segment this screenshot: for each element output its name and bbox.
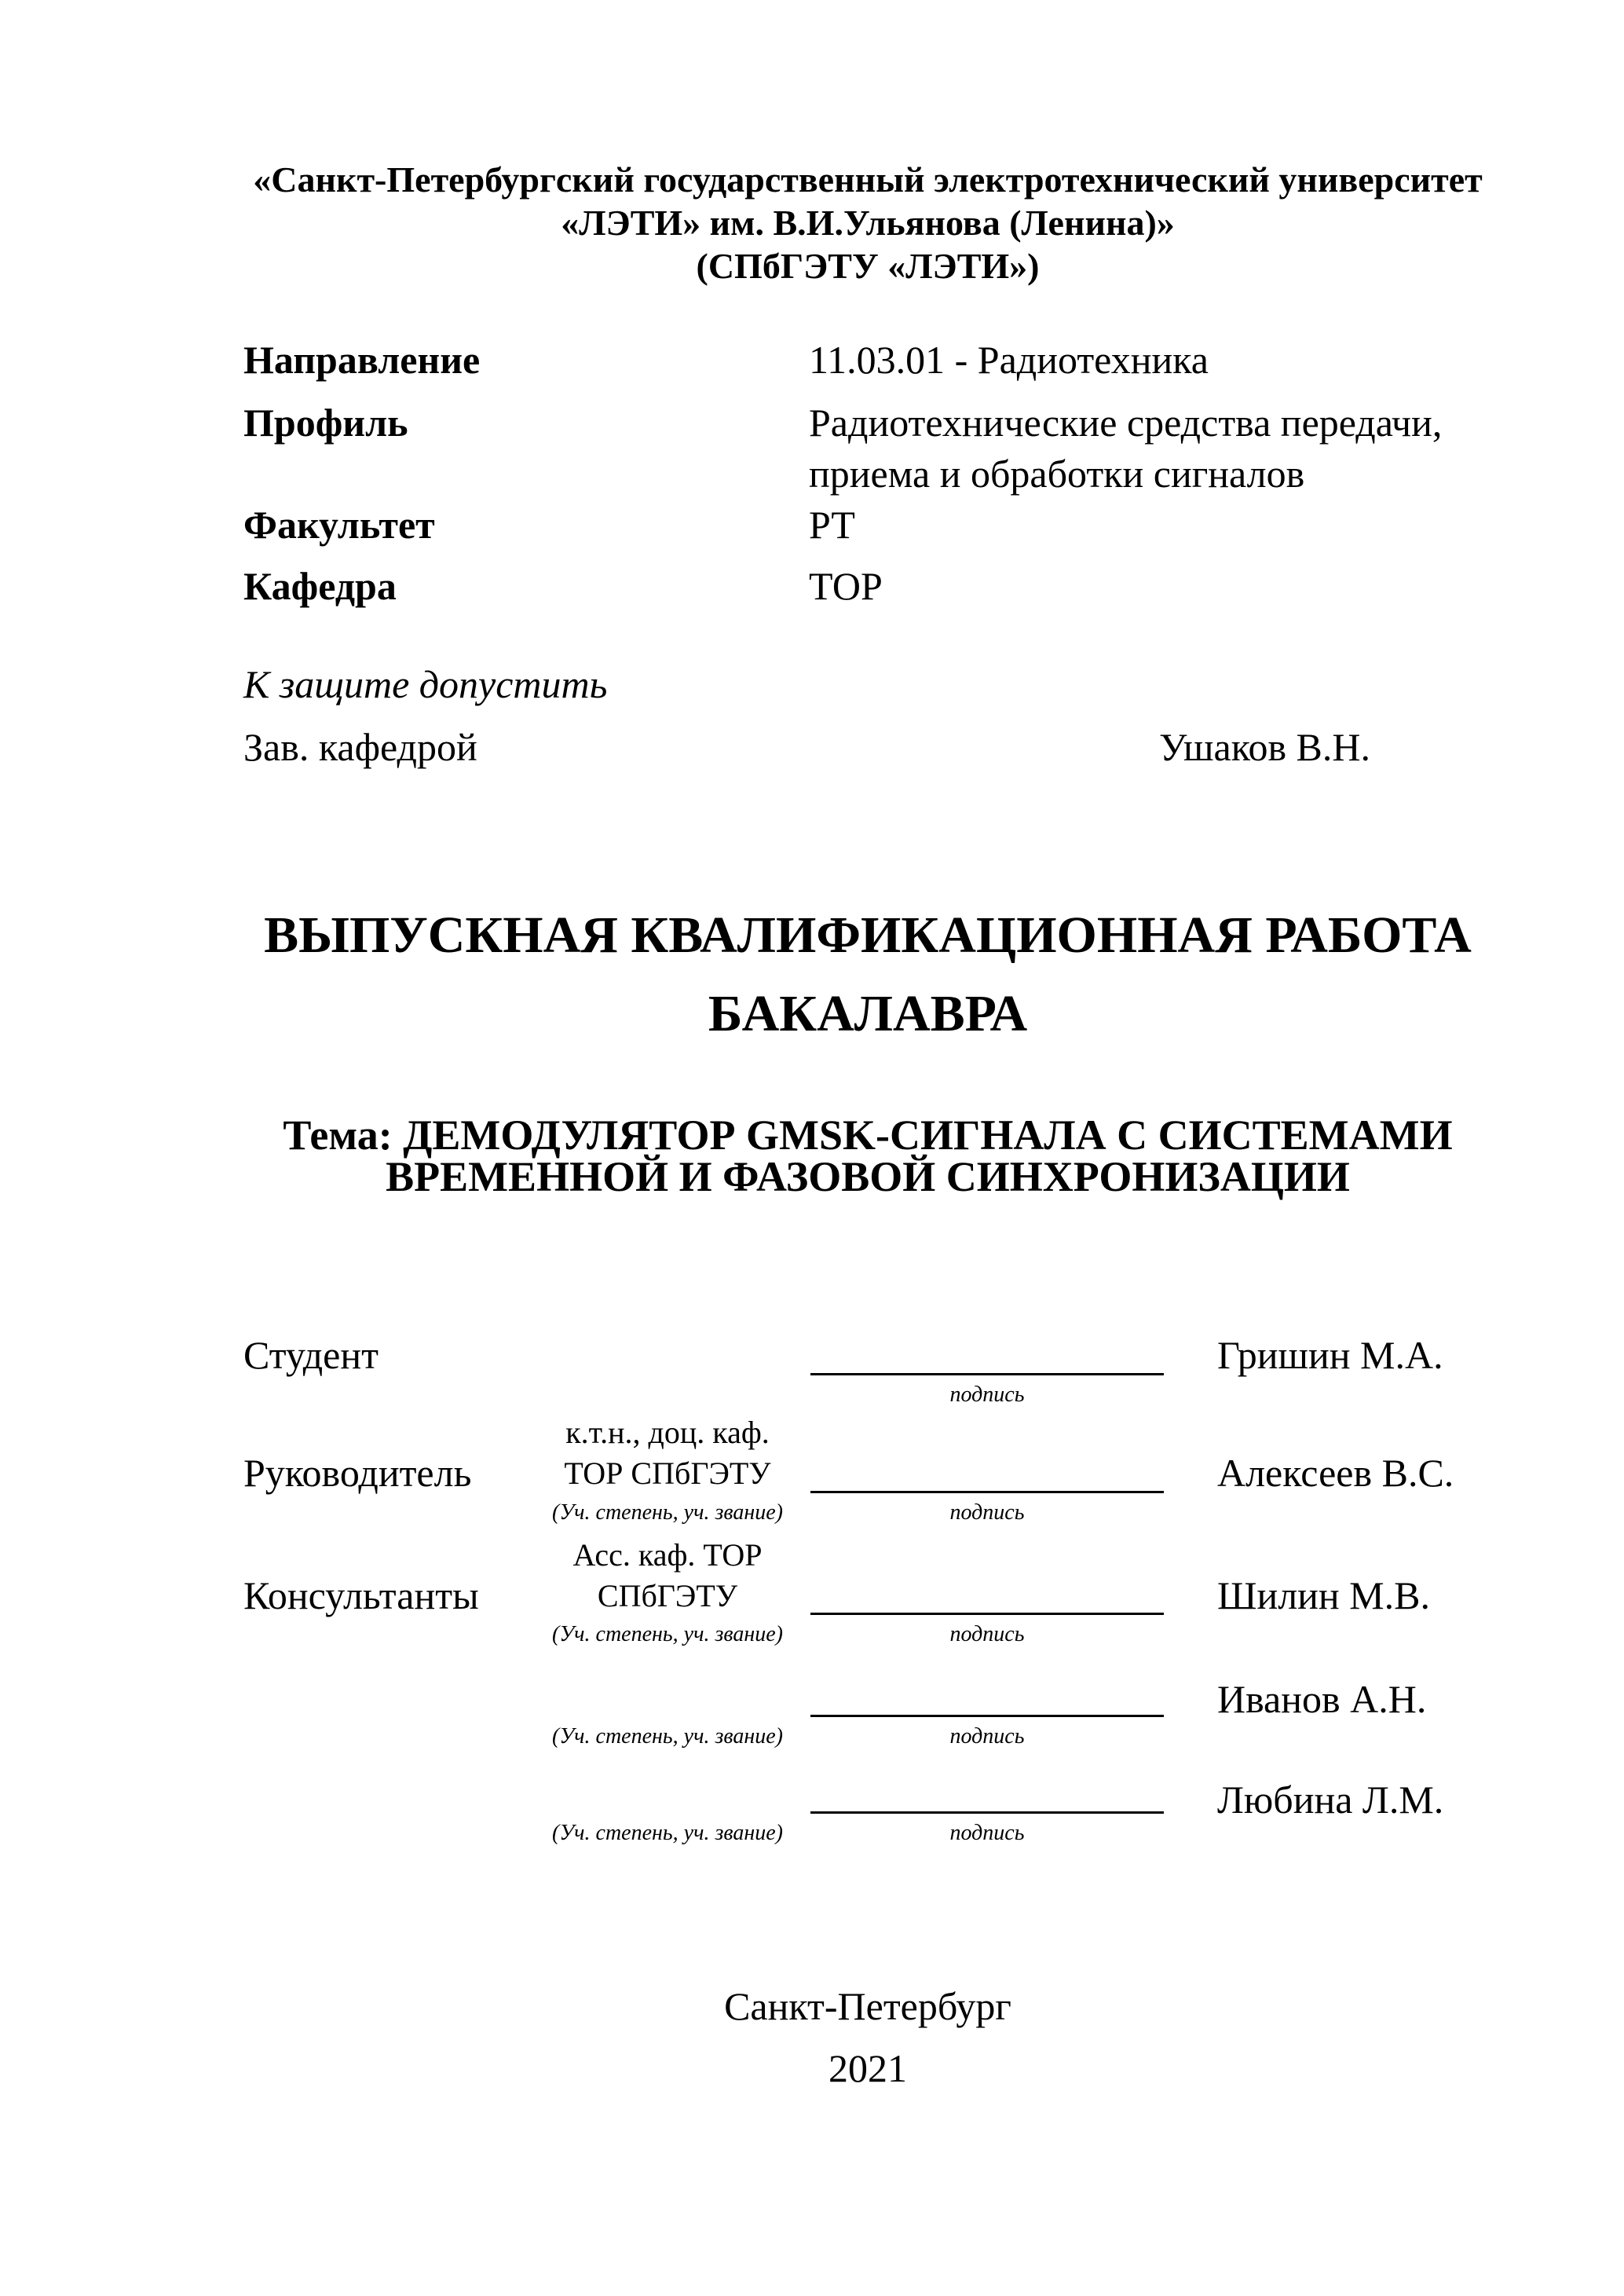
degree-caption: (Уч. степень, уч. звание) xyxy=(552,1821,783,1845)
profile-value-line1: Радиотехнические средства передачи, xyxy=(809,401,1443,445)
footer-city: Санкт-Петербург xyxy=(724,1984,1011,2028)
degree-line2: ТОР СПбГЭТУ xyxy=(564,1456,771,1491)
topic-line2: ВРЕМЕННОЙ И ФАЗОВОЙ СИНХРОНИЗАЦИИ xyxy=(386,1153,1350,1200)
signature-caption: подпись xyxy=(949,1382,1025,1407)
signature-caption: подпись xyxy=(949,1821,1025,1845)
university-name-line3: (СПбГЭТУ «ЛЭТИ») xyxy=(696,246,1040,286)
signatory-name-consultant2: Иванов А.Н. xyxy=(1217,1677,1427,1721)
signatory-name-consultant3: Любина Л.М. xyxy=(1217,1778,1444,1822)
signature-caption: подпись xyxy=(949,1724,1025,1749)
work-title-line1: ВЫПУСКНАЯ КВАЛИФИКАЦИОННАЯ РАБОТА xyxy=(264,906,1472,964)
faculty-value: РТ xyxy=(809,503,855,547)
university-header xyxy=(243,158,1492,287)
work-title-line2: БАКАЛАВРА xyxy=(708,985,1028,1042)
university-name-line1: «Санкт-Петербургский государственный электротехнический университет xyxy=(253,159,1483,200)
signature-line xyxy=(810,1715,1164,1717)
direction-value: 11.03.01 - Радиотехника xyxy=(809,338,1209,382)
signatory-name-student: Гришин М.А. xyxy=(1217,1333,1443,1377)
degree-caption: (Уч. степень, уч. звание) xyxy=(552,1500,783,1525)
topic-line1: Тема: ДЕМОДУЛЯТОР GMSK-СИГНАЛА С СИСТЕМАМИ xyxy=(283,1111,1453,1159)
signatory-name-supervisor: Алексеев В.С. xyxy=(1217,1451,1454,1495)
department-value: ТОР xyxy=(809,564,883,608)
signature-line xyxy=(810,1491,1164,1493)
department-label: Кафедра xyxy=(243,564,397,608)
degree-caption: (Уч. степень, уч. звание) xyxy=(552,1622,783,1646)
head-of-department-name: Ушаков В.Н. xyxy=(1159,725,1371,769)
admit-to-defense-note: К защите допустить xyxy=(243,662,608,706)
signature-caption: подпись xyxy=(949,1622,1025,1646)
signature-line xyxy=(810,1373,1164,1375)
signature-caption: подпись xyxy=(949,1500,1025,1525)
role-label-student: Студент xyxy=(243,1333,379,1377)
supervisor-degree xyxy=(550,1412,785,1494)
signature-line xyxy=(810,1613,1164,1615)
profile-label: Профиль xyxy=(243,401,408,445)
degree-line1: к.т.н., доц. каф. xyxy=(565,1415,770,1450)
university-name-line2: «ЛЭТИ» им. В.И.Ульянова (Ленина)» xyxy=(561,203,1175,243)
signatory-name-consultant1: Шилин М.В. xyxy=(1217,1573,1430,1617)
degree-line2: СПбГЭТУ xyxy=(597,1578,738,1613)
signature-line xyxy=(810,1811,1164,1814)
footer-year: 2021 xyxy=(828,2046,907,2090)
direction-label: Направление xyxy=(243,338,481,382)
head-of-department-label: Зав. кафедрой xyxy=(243,725,477,769)
degree-caption: (Уч. степень, уч. звание) xyxy=(552,1724,783,1749)
consultant-degree xyxy=(550,1535,785,1617)
faculty-label: Факультет xyxy=(243,503,435,547)
degree-line1: Асс. каф. ТОР xyxy=(572,1537,763,1573)
profile-value-line2: приема и обработки сигналов xyxy=(809,452,1305,496)
role-label-supervisor: Руководитель xyxy=(243,1451,472,1495)
role-label-consultants: Консультанты xyxy=(243,1573,479,1617)
